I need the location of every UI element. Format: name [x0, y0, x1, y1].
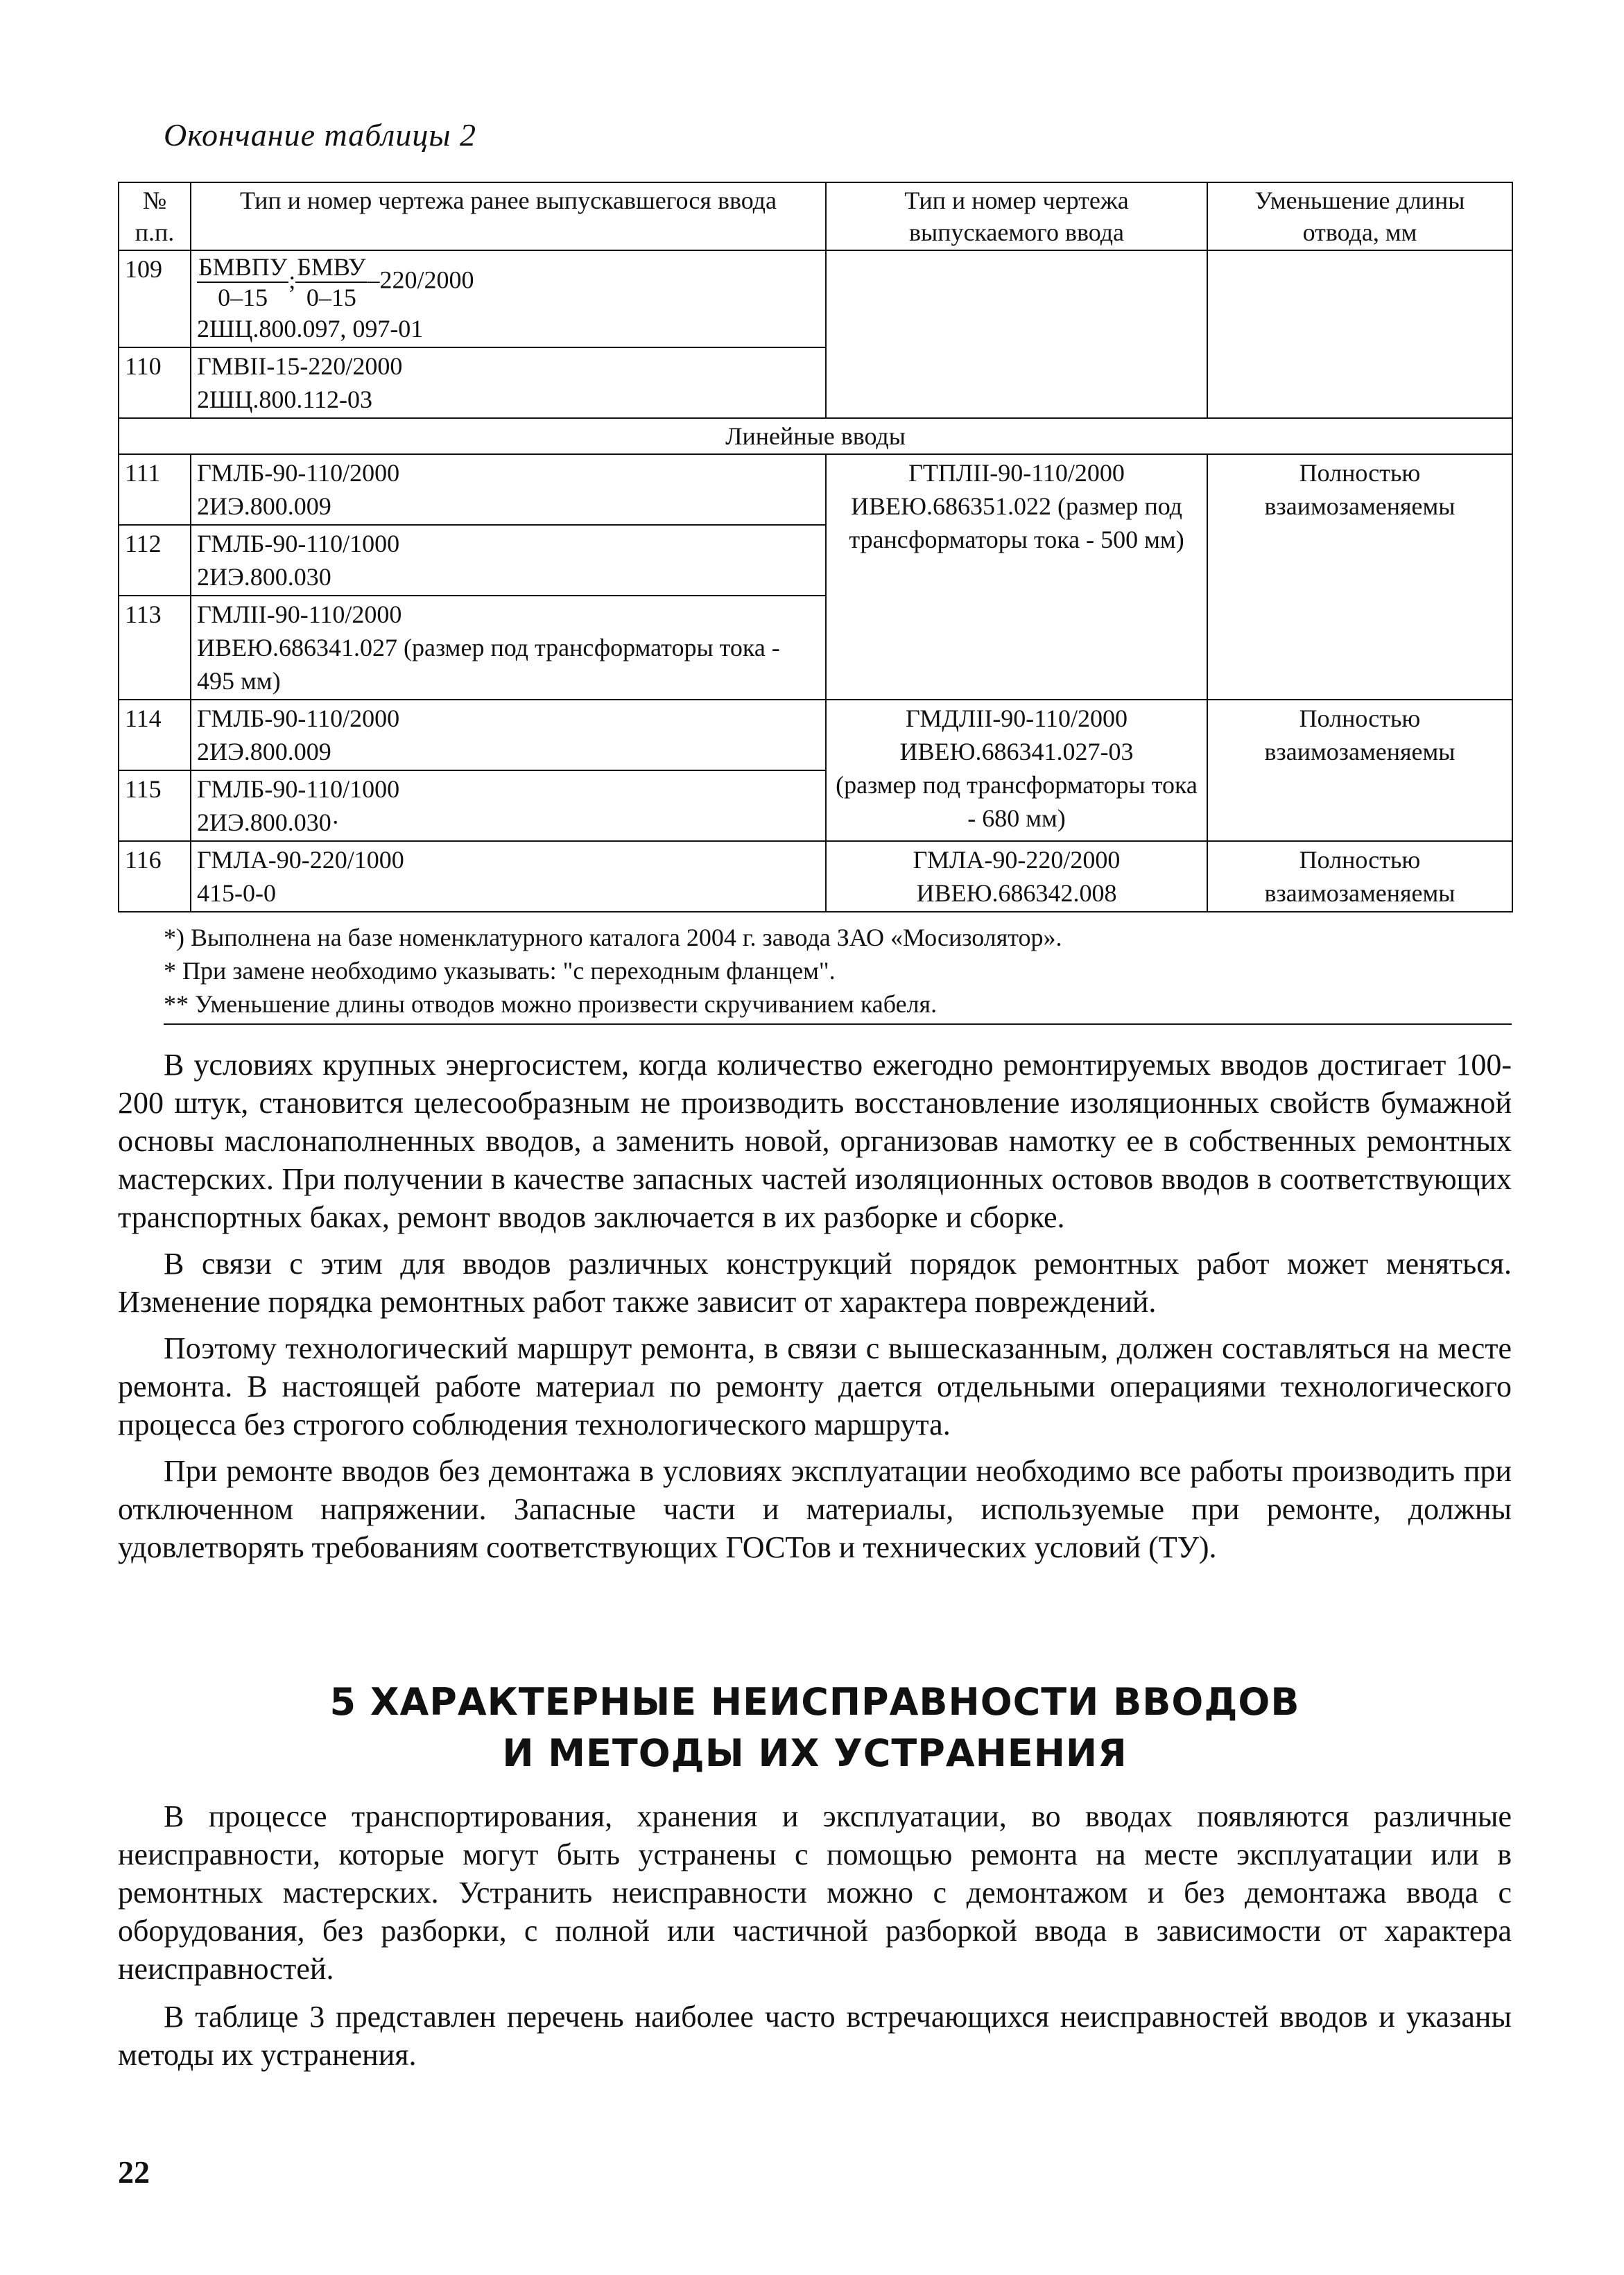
row-number: 115 [119, 770, 191, 841]
reduction-cell: Полностью взаимозаменяемы [1207, 700, 1512, 841]
row-number: 111 [119, 454, 191, 525]
old-type-cell [191, 347, 826, 418]
drawing-number: 2ИЭ.800.009 [197, 738, 331, 765]
fraction-numerator: БМВПУ [197, 252, 288, 283]
fraction-numerator: БМВУ [295, 252, 367, 283]
drawing-number: 2ИЭ.800.030· [197, 808, 340, 836]
table-row [119, 700, 1512, 770]
reduction-cell: Полностью взаимозаменяемы [1207, 841, 1512, 912]
formula-suffix: –220/2000 [367, 266, 474, 294]
old-type-cell [191, 700, 826, 770]
table-row [119, 250, 1512, 347]
type-name: ГМДЛII-90-110/2000 [906, 704, 1128, 732]
new-type-cell [826, 841, 1207, 912]
old-type-cell [191, 454, 826, 525]
table-footnotes [164, 921, 1512, 1025]
drawing-number: 2ШЦ.800.112-03 [197, 386, 372, 413]
table-row [119, 841, 1512, 912]
old-type-cell [191, 525, 826, 596]
drawing-number: 2ИЭ.800.009 [197, 492, 331, 520]
drawing-number: 2ИЭ.800.030 [197, 563, 331, 591]
type-name: ГМЛБ-90-110/1000 [197, 775, 400, 803]
paragraph: В условиях крупных энергосистем, когда количество ежегодно ремонтируемых вводов достигает 100-200 штук, становится целесообразным не производить восстановление изоляционных свойств бумажной основы маслонаполненных вводов, а заменить новой, организовав намотку ее в собственных ремонтных мастерских. При получении в качестве запасных частей изоляционных остовов вводов в соответствующих транспортных баках, ремонт вводов заключается в их разборке и сборке. [118, 1048, 1512, 1234]
type-name: ГТПЛII-90-110/2000 [908, 459, 1125, 487]
section-title: Линейные вводы [119, 418, 1512, 454]
header-new-type: Тип и номер чертежа выпускаемого ввода [826, 182, 1207, 250]
footnote: ** Уменьшение длины отводов можно произвести скручиванием кабеля. [164, 990, 938, 1018]
fraction-separator: ; [288, 266, 296, 294]
heading-line: 5 ХАРАКТЕРНЫЕ НЕИСПРАВНОСТИ ВВОДОВ [329, 1680, 1300, 1724]
drawing-number: 2ШЦ.800.097, 097-01 [197, 315, 424, 343]
table-caption: Окончание таблицы 2 [164, 117, 476, 153]
row-number: 113 [119, 596, 191, 700]
row-number: 109 [119, 250, 191, 347]
paragraph: Поэтому технологический маршрут ремонта, в связи с вышесказанным, должен составляться на месте ремонта. В настоящей работе материал по ремонту дается отдельными операциями технологического процесса без строгого соблюдения технологического маршрута. [118, 1331, 1512, 1442]
old-type-cell [191, 770, 826, 841]
header-reduction: Уменьшение длины отвода, мм [1207, 182, 1512, 250]
body-text [118, 1046, 1512, 1575]
drawing-number: ИВЕЮ.686342.008 [916, 879, 1117, 907]
old-type-cell [191, 841, 826, 912]
page-number: 22 [118, 2154, 150, 2190]
reduction-cell [1207, 250, 1512, 418]
drawing-number: ИВЕЮ.686341.027 (размер под трансформаторы тока - 495 мм) [197, 634, 780, 695]
header-old-type: Тип и номер чертежа ранее выпускавшегося ввода [191, 182, 826, 250]
footnote: * При замене необходимо указывать: "с переходным фланцем". [164, 957, 836, 985]
fraction-formula [197, 252, 820, 312]
fraction-denominator: 0–15 [218, 284, 268, 311]
type-name: ГМЛА-90-220/1000 [197, 846, 404, 874]
paragraph: В процессе транспортирования, хранения и эксплуатации, во вводах появляются различные неисправности, которые могут быть устранены с помощью ремонта на месте эксплуатации или в ремонтных мастерских. Устранить неисправности можно с демонтажом и без демонтажа ввода с оборудования, без разборки, с полной или частичной разборкой ввода в зависимости от характера неисправностей. [118, 1799, 1512, 1986]
table-row [119, 454, 1512, 525]
row-number: 114 [119, 700, 191, 770]
type-name: ГМЛII-90-110/2000 [197, 600, 402, 628]
paragraph: В связи с этим для вводов различных конструкций порядок ремонтных работ может меняться. Изменение порядка ремонтных работ также зависит от характера повреждений. [118, 1247, 1512, 1319]
drawing-number: ИВЕЮ.686351.022 (размер под трансформаторы тока - 500 мм) [849, 492, 1184, 553]
heading-line: И МЕТОДЫ ИХ УСТРАНЕНИЯ [502, 1731, 1128, 1775]
drawing-number: ИВЕЮ.686341.027-03 [899, 738, 1134, 765]
new-type-cell [826, 700, 1207, 841]
size-note: (размер под трансформаторы тока - 680 мм) [836, 771, 1198, 832]
fraction-denominator: 0–15 [306, 284, 356, 311]
type-name: ГМЛБ-90-110/2000 [197, 704, 400, 732]
row-number: 112 [119, 525, 191, 596]
replacement-table [118, 182, 1513, 912]
row-number: 116 [119, 841, 191, 912]
new-type-cell [826, 250, 1207, 418]
paragraph: В таблице 3 представлен перечень наиболее часто встречающихся неисправностей вводов и указаны методы их устранения. [118, 2000, 1512, 2072]
type-name: ГМЛБ-90-110/2000 [197, 459, 400, 487]
section-row [119, 418, 1512, 454]
fraction [295, 252, 367, 312]
reduction-cell: Полностью взаимозаменяемы [1207, 454, 1512, 700]
paragraph: При ремонте вводов без демонтажа в условиях эксплуатации необходимо все работы производить при отключенном напряжении. Запасные части и материалы, используемые при ремонте, должны удовлетворять требованиям соответствующих ГОСТов и технических условий (ТУ). [118, 1454, 1512, 1564]
row-number: 110 [119, 347, 191, 418]
section-heading [118, 1677, 1512, 1779]
header-num: № п.п. [119, 182, 191, 250]
fraction [197, 252, 288, 312]
section-body-text [118, 1797, 1512, 2084]
new-type-cell [826, 454, 1207, 700]
old-type-cell [191, 596, 826, 700]
old-type-cell [191, 250, 826, 347]
drawing-number: 415-0-0 [197, 879, 276, 907]
table-header-row [119, 182, 1512, 250]
type-name: ГМЛБ-90-110/1000 [197, 530, 400, 557]
footnote: *) Выполнена на базе номенклатурного каталога 2004 г. завода ЗАО «Мосизолятор». [164, 924, 1062, 951]
type-name: ГМЛА-90-220/2000 [913, 846, 1121, 874]
type-name: ГМВII-15-220/2000 [197, 352, 403, 380]
